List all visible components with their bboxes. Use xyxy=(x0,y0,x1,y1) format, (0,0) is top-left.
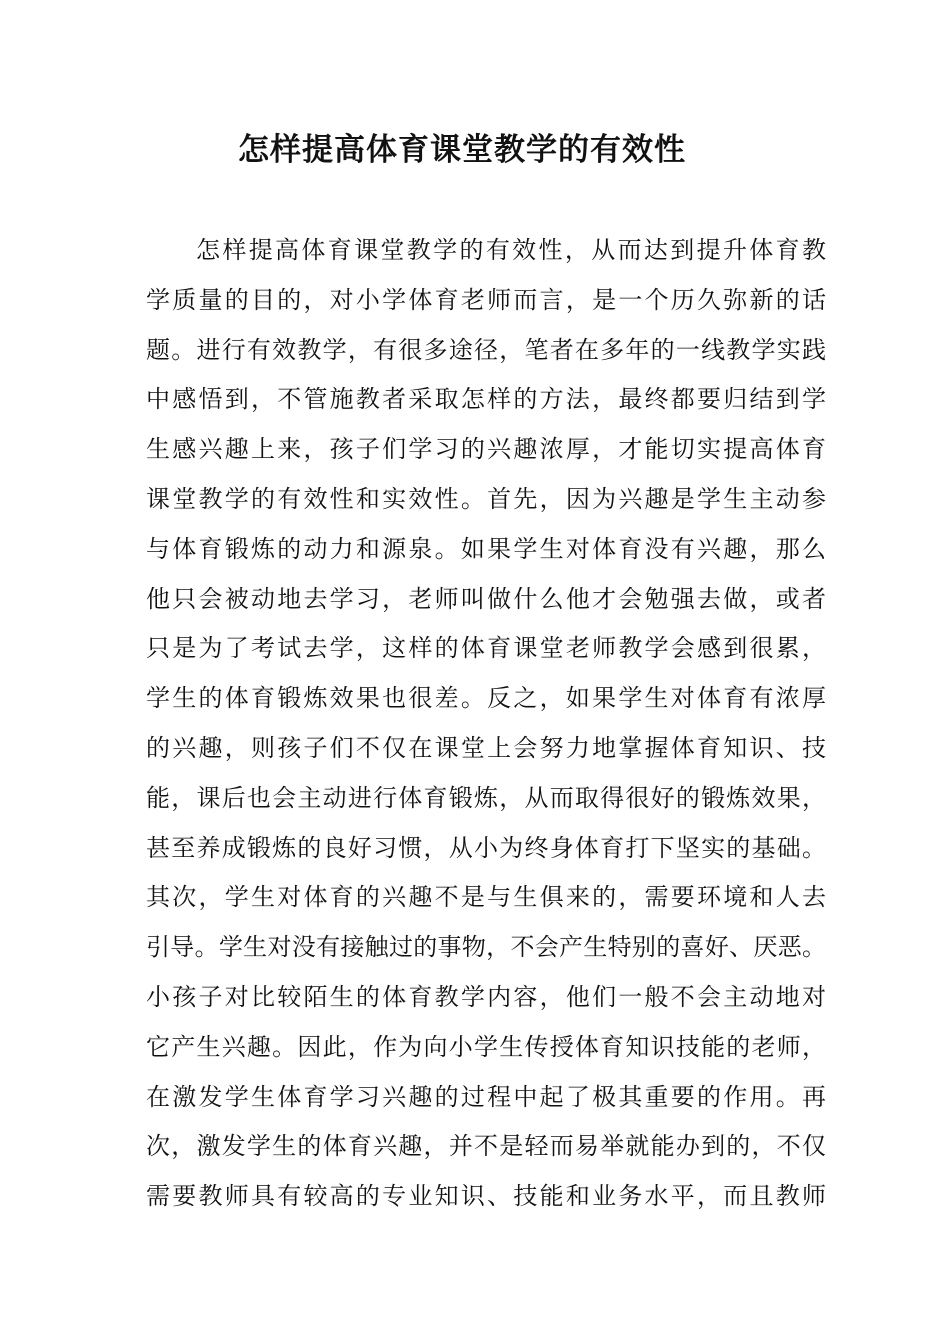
body-line: 他只会被动地去学习，老师叫做什么他才会勉强去做，或者 xyxy=(146,584,826,613)
body-line: 引导。学生对没有接触过的事物，不会产生特别的喜好、厌恶。 xyxy=(146,933,826,962)
document-title: 怎样提高体育课堂教学的有效性 xyxy=(238,132,686,168)
body-line: 学质量的目的，对小学体育老师而言，是一个历久弥新的话 xyxy=(146,285,826,314)
body-line: 次，激发学生的体育兴趣，并不是轻而易举就能办到的，不仅 xyxy=(146,1132,826,1161)
body-line: 小孩子对比较陌生的体育教学内容，他们一般不会主动地对 xyxy=(146,982,826,1011)
body-line: 中感悟到，不管施教者采取怎样的方法，最终都要归结到学 xyxy=(146,385,826,414)
body-line: 能，课后也会主动进行体育锻炼，从而取得很好的锻炼效果， xyxy=(146,783,826,812)
document-body xyxy=(146,226,826,1222)
body-line: 学生的体育锻炼效果也很差。反之，如果学生对体育有浓厚 xyxy=(146,684,826,713)
body-line: 其次，学生对体育的兴趣不是与生俱来的，需要环境和人去 xyxy=(146,883,826,912)
body-line: 题。进行有效教学，有很多途径，笔者在多年的一线教学实践 xyxy=(146,335,826,364)
body-line: 甚至养成锻炼的良好习惯，从小为终身体育打下坚实的基础。 xyxy=(146,833,826,862)
body-line: 只是为了考试去学，这样的体育课堂老师教学会感到很累， xyxy=(146,634,826,663)
body-line: 生感兴趣上来，孩子们学习的兴趣浓厚，才能切实提高体育 xyxy=(146,435,826,464)
body-line: 的兴趣，则孩子们不仅在课堂上会努力地掌握体育知识、技 xyxy=(146,733,826,762)
body-line: 在激发学生体育学习兴趣的过程中起了极其重要的作用。再 xyxy=(146,1082,826,1111)
body-line: 它产生兴趣。因此，作为向小学生传授体育知识技能的老师， xyxy=(146,1032,826,1061)
body-line: 课堂教学的有效性和实效性。首先，因为兴趣是学生主动参 xyxy=(146,484,826,513)
body-line: 怎样提高体育课堂教学的有效性，从而达到提升体育教 xyxy=(196,236,826,264)
body-line: 与体育锻炼的动力和源泉。如果学生对体育没有兴趣，那么 xyxy=(146,534,826,563)
body-line: 需要教师具有较高的专业知识、技能和业务水平，而且教师 xyxy=(146,1182,826,1211)
